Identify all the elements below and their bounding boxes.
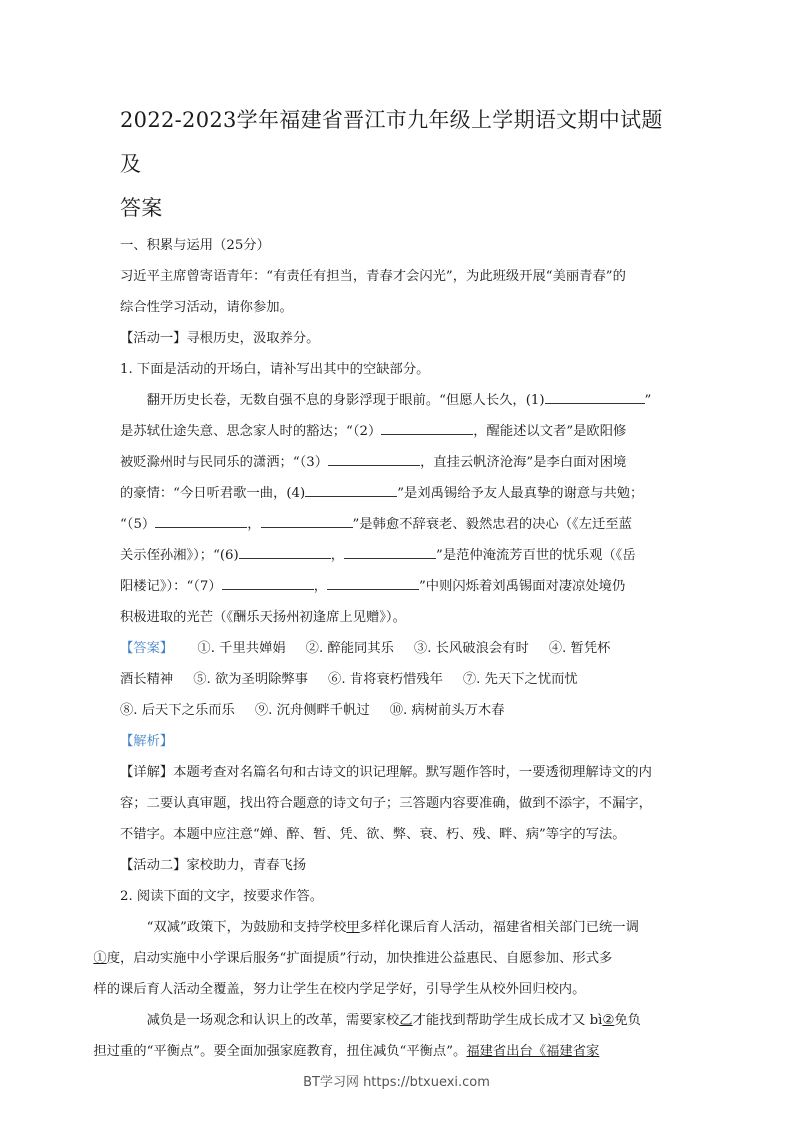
marker-1: ① (93, 951, 107, 966)
blank-6b[interactable] (344, 544, 436, 559)
blank-5b[interactable] (261, 513, 353, 528)
blank-7a[interactable] (222, 575, 314, 590)
blank-7b[interactable] (327, 575, 419, 590)
blank-2[interactable] (381, 420, 473, 435)
answer-label: 【答案】 (120, 641, 174, 656)
blank-5a[interactable] (155, 513, 247, 528)
blank-1[interactable] (545, 389, 645, 404)
section-heading: 一、积累与运用（25分） (120, 238, 270, 253)
detail-explanation: 【详解】本题考查对名篇名句和古诗文的识记理解。默写题作答时，一要透彻理解诗文的内 容；二要认真审题，找出符合题意的诗文句子；三答题内容要准确，做到不添字，不漏字， 不错字。本题中应注意“婵、醉、暂、凭、欲、弊、衰、朽、残、畔、病”等字的写法。 (120, 765, 652, 842)
question-2: 2. 阅读下面的文字，按要求作答。 (120, 889, 324, 904)
activity-2-heading: 【活动二】家校助力，青春飞扬 (120, 858, 307, 873)
blank-4[interactable] (305, 482, 397, 497)
site-watermark: BT学习网 https://btxuexi.com (303, 1075, 490, 1090)
question-2-passage-2: 减负是一场观念和认识上的改革，需要家校乙才能找到帮助学生成长成才又 bì②免负 担过重的“平衡点”。要全面加强家庭教育，扭住减负“平衡点”。福建省出台《福建省家 (93, 1013, 641, 1059)
activity-heading: 【活动一】寻根历史，汲取养分。 (120, 331, 320, 346)
document-page (93, 98, 676, 1067)
underlined-sentence: 福建省出台《福建省家 (466, 1044, 600, 1059)
question-2-passage-1: “双减”政策下，为鼓励和支持学校甲多样化课后育人活动，福建省相关部门已统一调 ①度，启动实施中小学课后服务“扩面提质”行动，加快推进公益惠民、自愿参加、形式多 样的课后育人活动全覆盖，努力让学生在校内学足学好，引导学生从校外回归校内。 (93, 920, 639, 997)
answer-block: 【答案】 ①. 千里共婵娟 ②. 醉能同其乐 ③. 长风破浪会有时 ④. 暂凭杯 酒长精神 ⑤. 欲为圣明除弊事 ⑥. 肯将衰朽惜残年 ⑦. 先天下之忧而忧 ⑧. 后天下之乐而乐 ⑨. 沉舟侧畔千帆过 ⑩. 病树前头万木春 (120, 641, 611, 718)
question-1-passage: 翻开历史长卷，无数自强不息的身影浮现于眼前。“但愿人长久，(1) ” 是苏轼仕途失意、思念家人时的豁达；“（2） ，醒能述以文者”是欧阳修 被贬滁州时与民同乐的潇洒；“（3） ，直挂云帆济沧海”是李白面对困境 的豪情：“今日听君歌一曲，(4) ”是刘禹锡给予友人最真挚的谢意与共勉； “（5） ， ”是韩愈不辞衰老、毅然忠君的决心（《左迁至蓝 关示侄孙湘》）；“(6) ， ”是范仲淹流芳百世的忧乐观（《岳 阳楼记》）：“（7） ， ”中则闪烁着刘禹锡面对凄凉处境仍 积极进取的光芒（《酬乐天扬州初逢席上见赠》）。 (120, 385, 676, 633)
blank-jia: 甲 (346, 920, 360, 935)
intro-paragraph: 习近平主席曾寄语青年：“有责任有担当，青春才会闪光”，为此班级开展“美丽青春”的 综合性学习活动，请你参加。 (120, 269, 626, 315)
blank-6a[interactable] (239, 544, 331, 559)
analysis-label: 【解析】 (120, 734, 174, 749)
marker-2: ② (602, 1013, 615, 1028)
page-title: 2022-2023学年福建省晋江市九年级上学期语文期中试题及 答案 (120, 108, 663, 220)
blank-3[interactable] (328, 451, 420, 466)
question-1: 1. 下面是活动的开场白，请补写出其中的空缺部分。 (120, 362, 430, 377)
blank-yi: 乙 (399, 1013, 413, 1028)
